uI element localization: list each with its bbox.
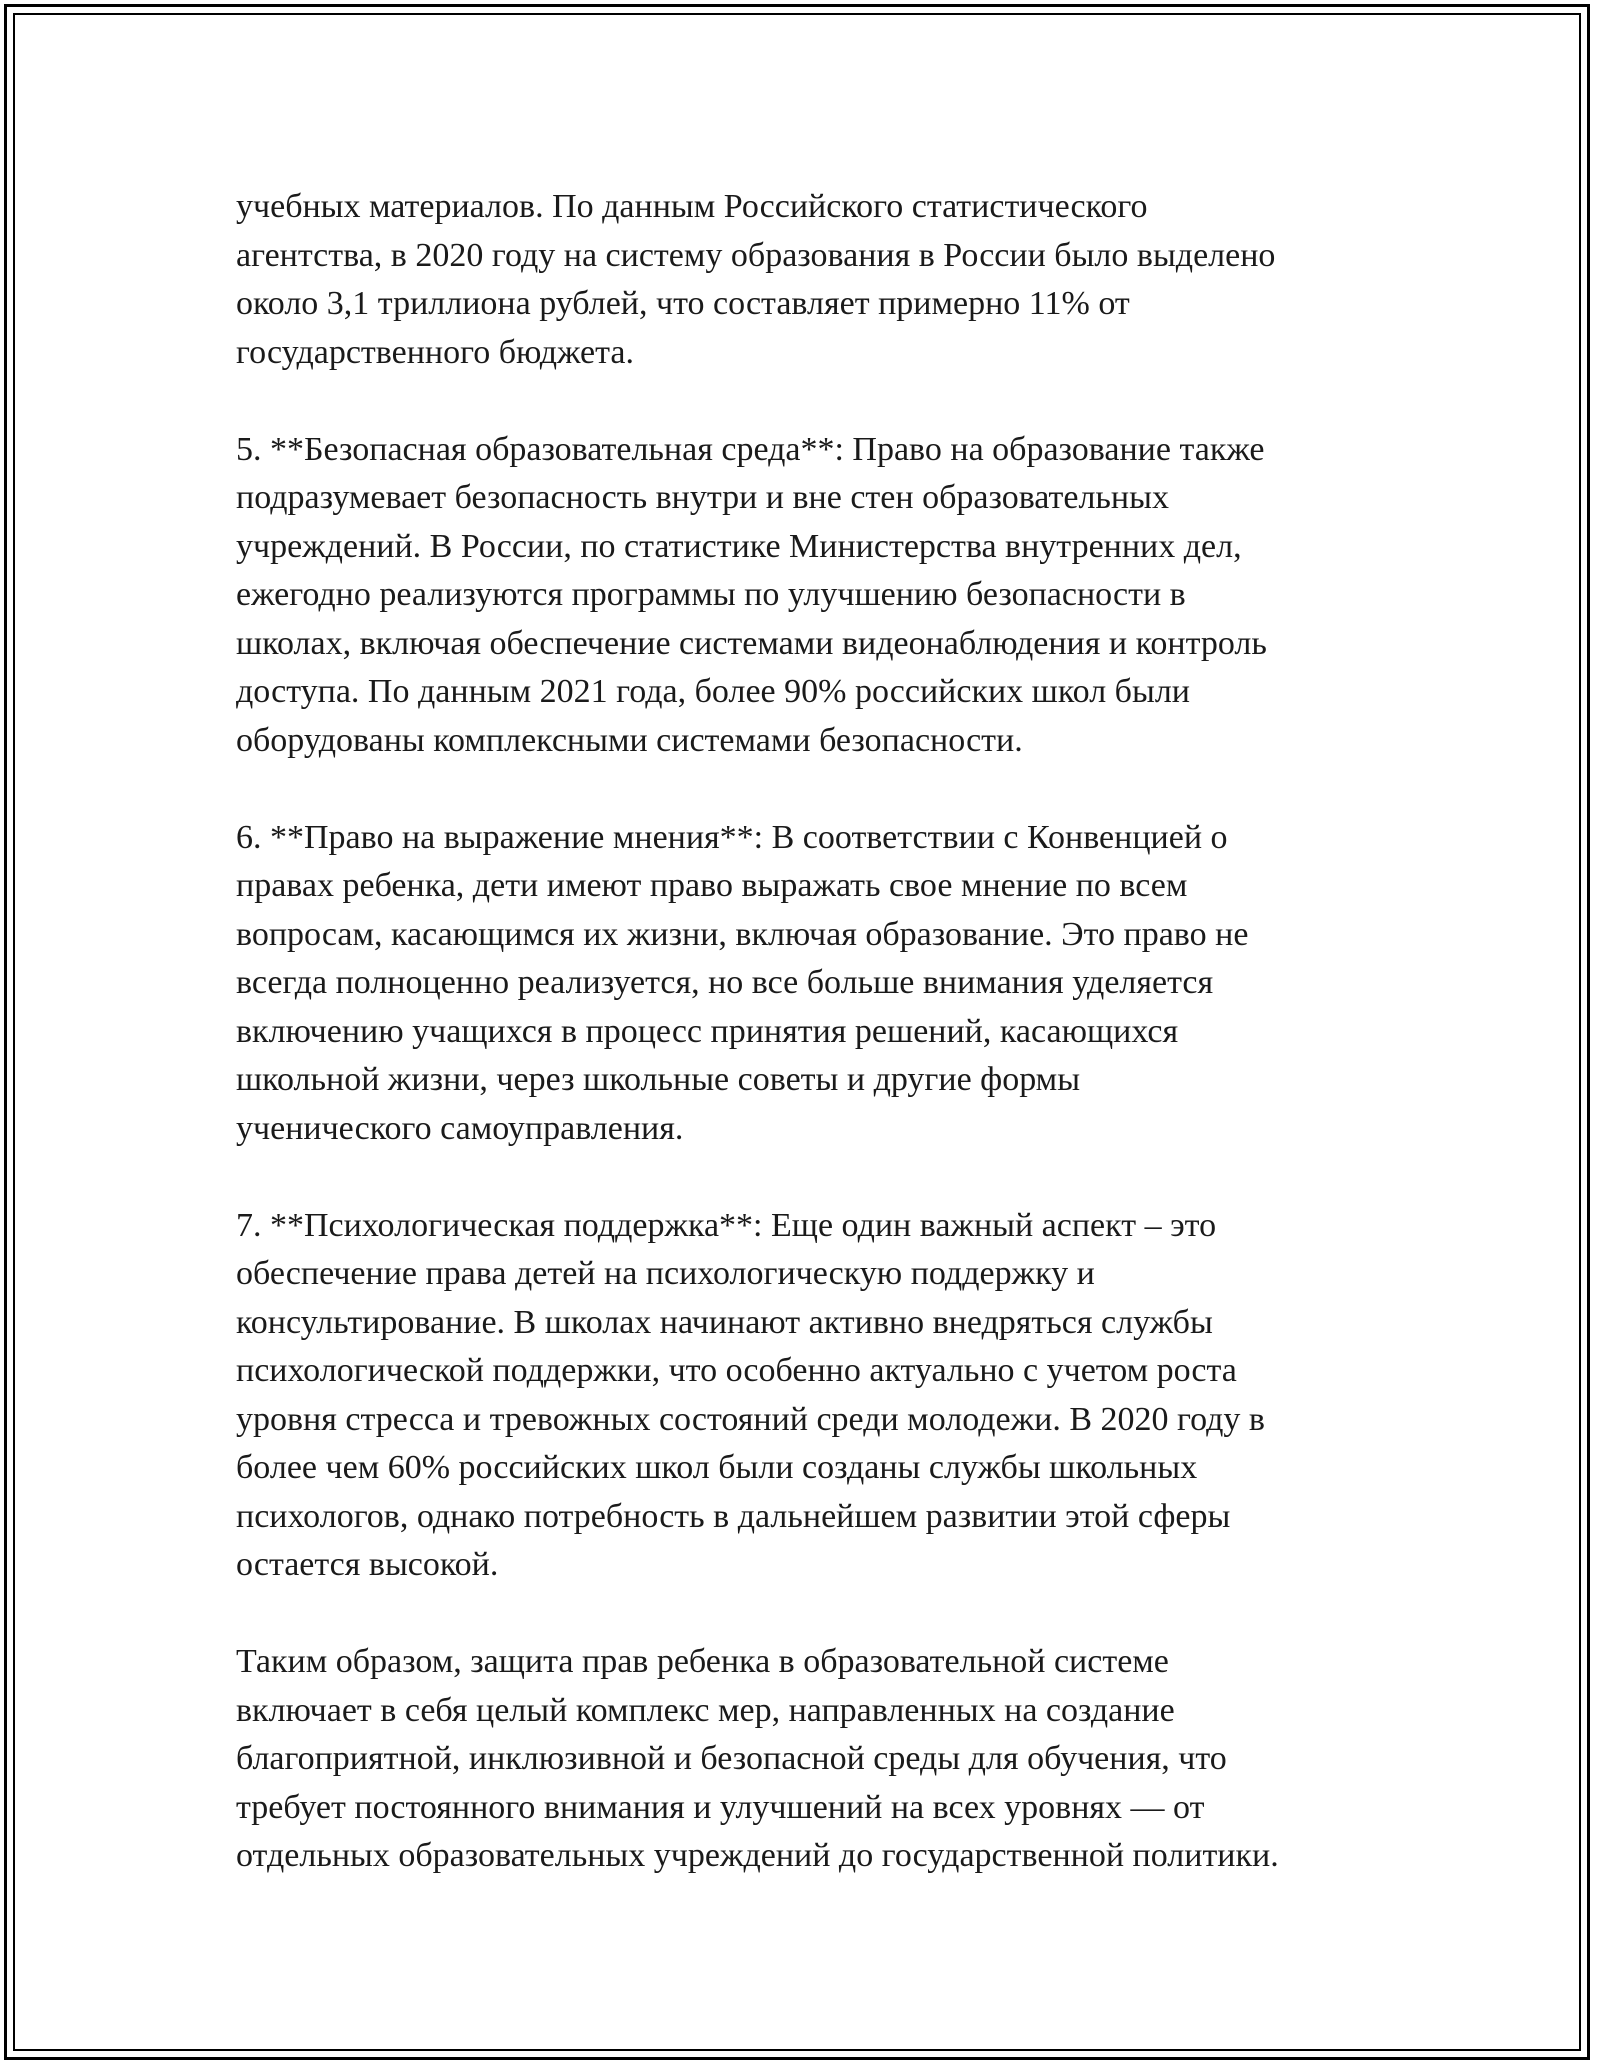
document-body: [236, 183, 1396, 1881]
paragraph-conclusion: Таким образом, защита прав ребенка в образовательной системе включает в себя целый комплекс мер, направленных на создание благоприятной, инклюзивной и безопасной среды для обучения, что требует постоянного внимания и улучшений на всех уровнях — от отдельных образовательных учреждений до государственной политики.: [236, 1643, 1279, 1874]
paragraph-budget-continuation: учебных материалов. По данным Российского статистического агентства, в 2020 году на систему образования в России было выделено около 3,1 триллиона рублей, что составляет примерно 11% от государственного бюджета.: [236, 188, 1276, 371]
paragraph-safe-environment: 5. **Безопасная образовательная среда**: Право на образование также подразумевает безопасность внутри и вне стен образовательных учреждений. В России, по статистике Министерства внутренних дел, ежегодно реализуются программы по улучшению безопасности в школах, включая обеспечение системами видеонаблюдения и контроль доступа. По данным 2021 года, более 90% российских школ были оборудованы комплексными системами безопасности.: [236, 430, 1267, 759]
paragraph-right-to-opinion: 6. **Право на выражение мнения**: В соответствии с Конвенцией о правах ребенка, дети имеют право выражать свое мнение по всем вопросам, касающимся их жизни, включая образование. Это право не всегда полноценно реализуется, но все больше внимания уделяется включению учащихся в процесс принятия решений, касающихся школьной жизни, через школьные советы и другие формы ученического самоуправления.: [236, 818, 1249, 1147]
paragraph-psychological-support: 7. **Психологическая поддержка**: Еще один важный аспект – это обеспечение права детей на психологическую поддержку и консультирование. В школах начинают активно внедряться службы психологической поддержки, что особенно актуально с учетом роста уровня стресса и тревожных состояний среди молодежи. В 2020 году в более чем 60% российских школ были созданы службы школьных психологов, однако потребность в дальнейшем развитии этой сферы остается высокой.: [236, 1206, 1265, 1583]
